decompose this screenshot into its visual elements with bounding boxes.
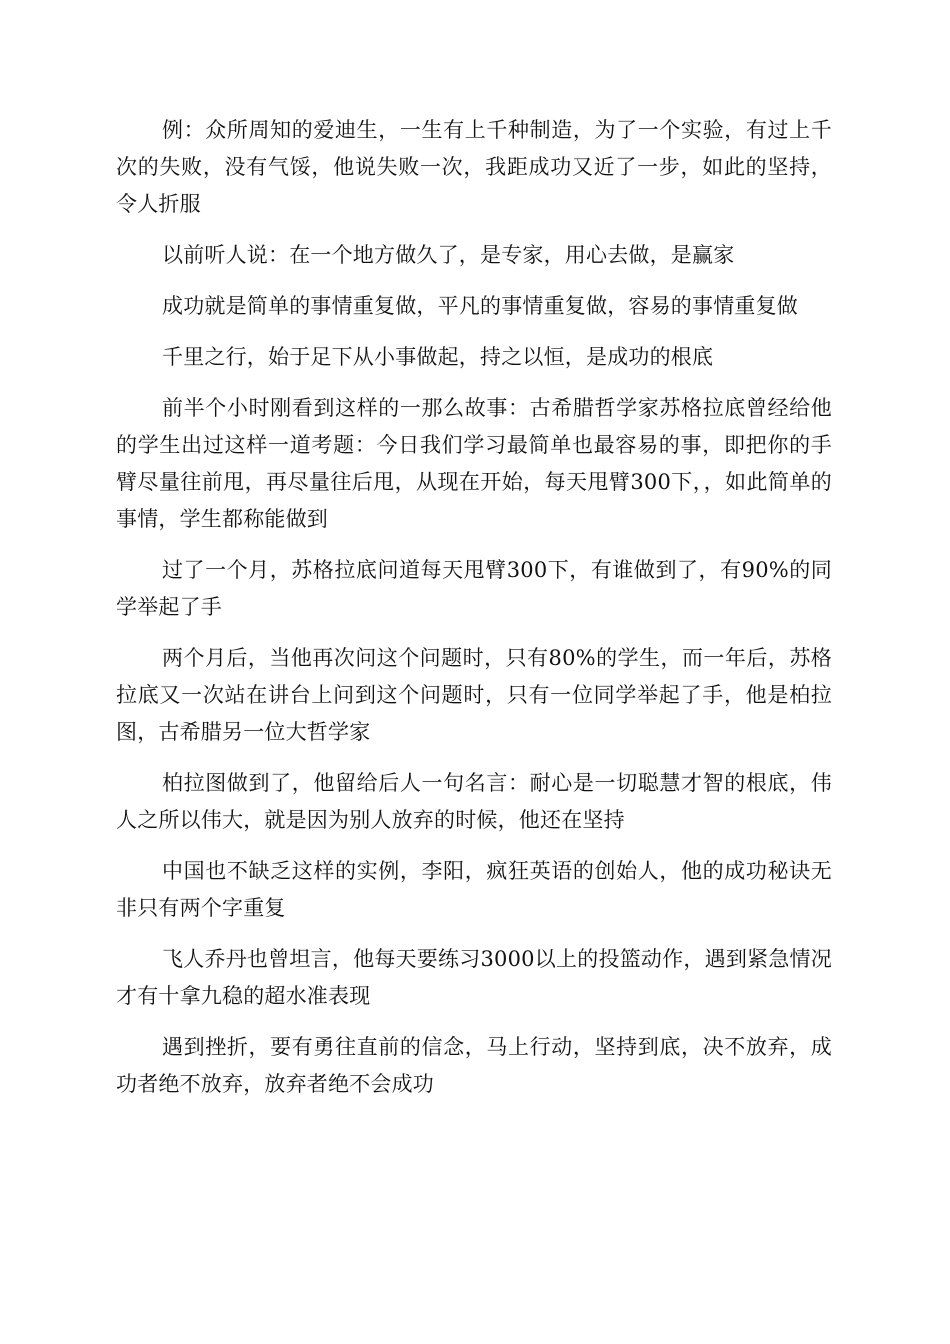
paragraph-li-yang: 中国也不缺乏这样的实例，李阳，疯狂英语的创始人，他的成功秘诀无非只有两个字重复 xyxy=(116,859,832,920)
paragraph-jordan: 飞人乔丹也曾坦言，他每天要练习3000以上的投篮动作，遇到紧急情况才有十拿九稳的超水准表现 xyxy=(116,947,832,1008)
paragraph-one-month: 过了一个月，苏格拉底问道每天甩臂300下，有谁做到了，有90%的同学举起了手 xyxy=(116,558,832,619)
paragraph-socrates-story: 前半个小时刚看到这样的一那么故事：古希腊哲学家苏格拉底曾经给他的学生出过这样一道考题：今日我们学习最简单也最容易的事，即把你的手臂尽量往前甩，再尽量往后甩，从现在开始，每天甩臂300下，，如此简单的事情，学生都称能做到 xyxy=(116,396,832,531)
paragraph-plato-quote: 柏拉图做到了，他留给后人一句名言：耐心是一切聪慧才智的根底，伟人之所以伟大，就是因为别人放弃的时候，他还在坚持 xyxy=(116,771,832,832)
paragraph-never-give-up: 遇到挫折，要有勇往直前的信念，马上行动，坚持到底，决不放弃，成功者绝不放弃，放弃者绝不会成功 xyxy=(116,1035,832,1096)
paragraph-repeat: 成功就是简单的事情重复做，平凡的事情重复做，容易的事情重复做 xyxy=(162,294,798,318)
paragraph-thousand-miles: 千里之行，始于足下从小事做起，持之以恒，是成功的根底 xyxy=(162,345,714,369)
paragraph-edison: 例：众所周知的爱迪生，一生有上千种制造，为了一个实验，有过上千次的失败，没有气馁，他说失败一次，我距成功又近了一步，如此的坚持，令人折服 xyxy=(116,118,832,216)
paragraph-two-months: 两个月后，当他再次问这个问题时，只有80%的学生，而一年后，苏格拉底又一次站在讲台上问到这个问题时，只有一位同学举起了手，他是柏拉图，古希腊另一位大哲学家 xyxy=(116,646,832,744)
paragraph-expert-winner: 以前听人说：在一个地方做久了，是专家，用心去做，是赢家 xyxy=(162,243,735,267)
document-body xyxy=(116,112,832,1117)
